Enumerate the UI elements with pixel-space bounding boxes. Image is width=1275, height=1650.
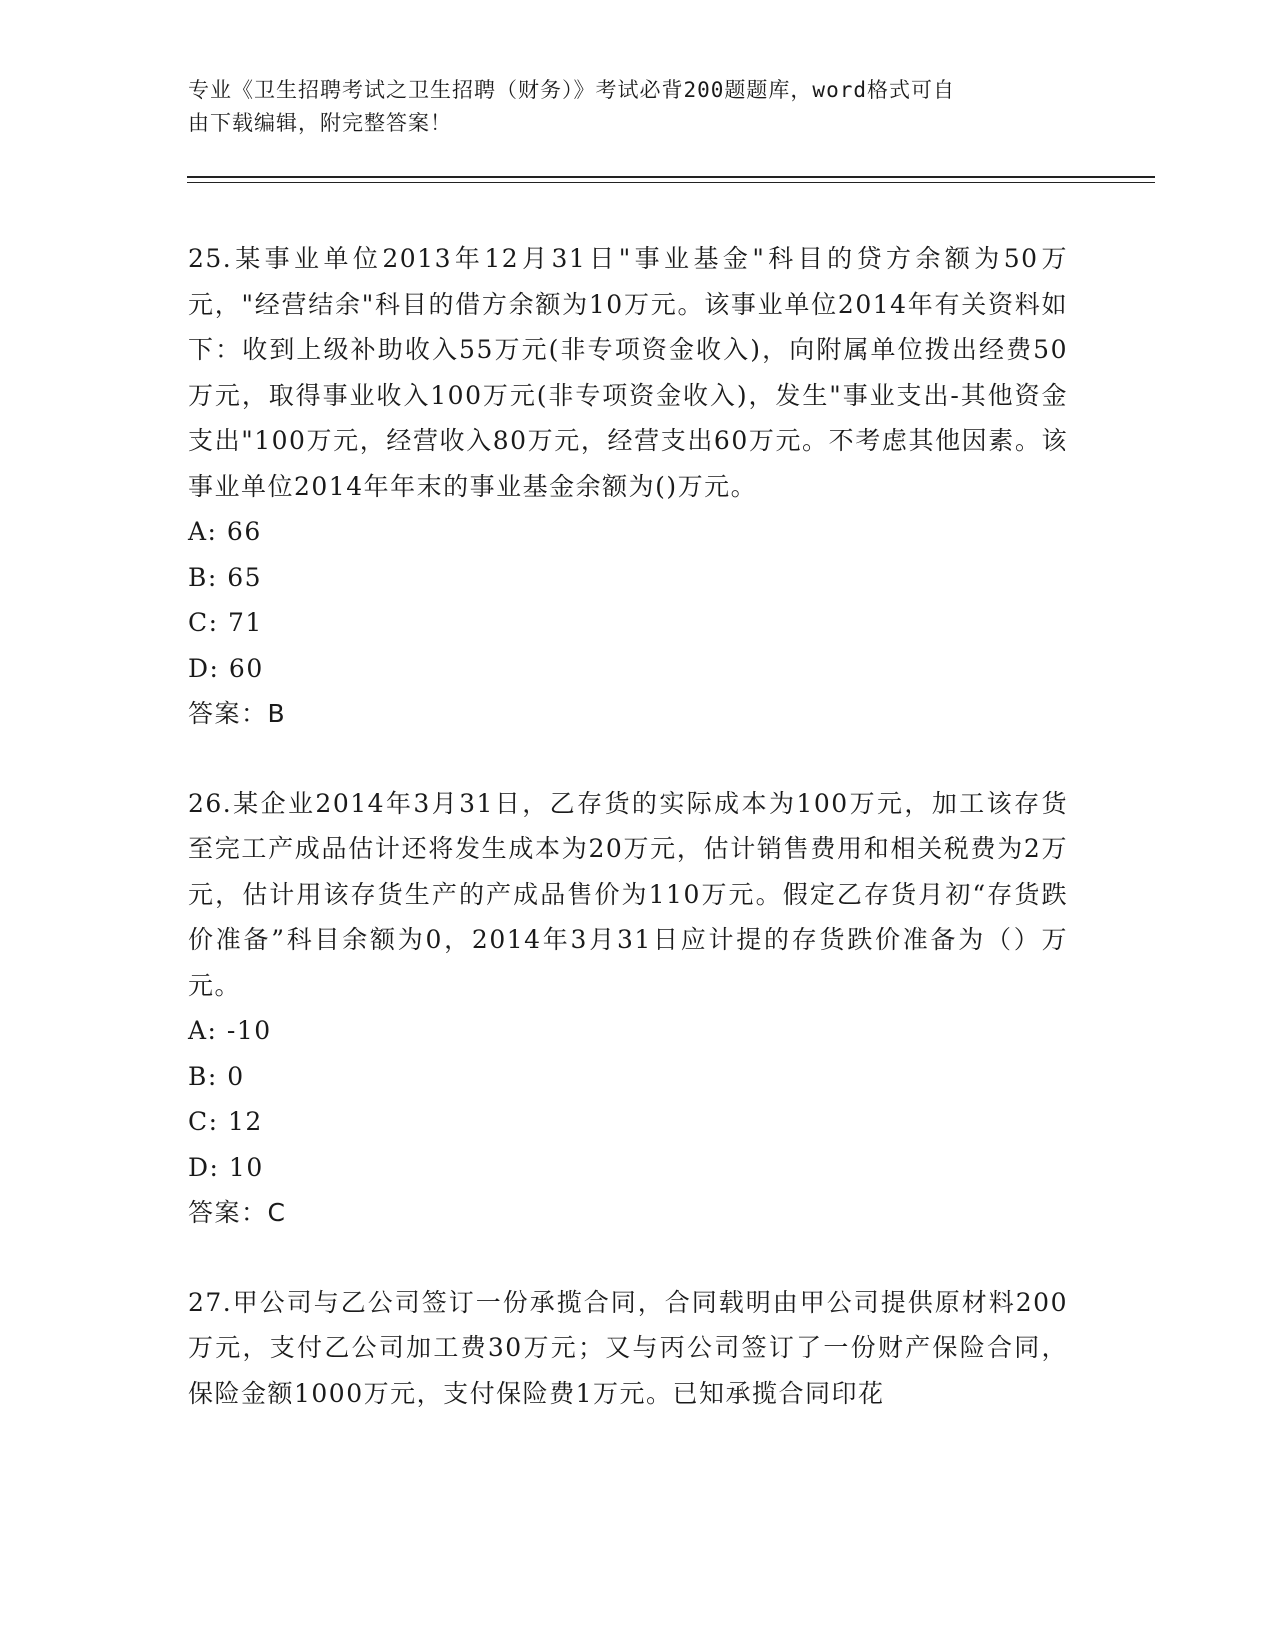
option-b: B: 0 <box>188 1061 245 1091</box>
question-text: 26.某企业2014年3月31日，乙存货的实际成本为100万元，加工该存货至完工产成品估计还将发生成本为20万元，估计销售费用和相关税费为2万元，估计用该存货生产的产成品售价为110万元。假定乙存货月初“存货跌价准备”科目余额为0，2014年3月31日应计提的存货跌价准备为（）万元。 <box>188 788 1068 1000</box>
question-list <box>188 236 1068 1460</box>
option-d: D: 60 <box>188 653 264 683</box>
question-26 <box>188 781 1068 1236</box>
document-header <box>188 74 1068 140</box>
header-rule-thick <box>187 176 1155 178</box>
header-line-1: 专业《卫生招聘考试之卫生招聘（财务）》考试必背200题题库，word格式可自 <box>188 78 955 102</box>
option-a: A: 66 <box>188 517 262 546</box>
option-a: A: -10 <box>188 1016 272 1045</box>
option-b: B: 65 <box>188 562 263 592</box>
header-rule-thin <box>187 182 1155 183</box>
question-25 <box>188 236 1068 737</box>
header-line-2: 由下载编辑，附完整答案！ <box>188 111 452 135</box>
option-d: D: 10 <box>188 1152 264 1182</box>
question-27 <box>188 1280 1068 1417</box>
question-text: 27.甲公司与乙公司签订一份承揽合同，合同载明由甲公司提供原材料200万元，支付乙公司加工费30万元；又与丙公司签订了一份财产保险合同，保险金额1000万元，支付保险费1万元。已知承揽合同印花 <box>188 1287 1068 1408</box>
answer-text: 答案：B <box>188 699 287 728</box>
question-text: 25.某事业单位2013年12月31日"事业基金"科目的贷方余额为50万元，"经营结余"科目的借方余额为10万元。该事业单位2014年有关资料如下：收到上级补助收入55万元(非专项资金收入)，向附属单位拨出经费50万元，取得事业收入100万元(非专项资金收入)，发生"事业支出-其他资金支出"100万元，经营收入80万元，经营支出60万元。不考虑其他因素。该事业单位2014年年末的事业基金余额为()万元。 <box>188 244 1068 501</box>
option-c: C: 12 <box>188 1107 263 1136</box>
answer-text: 答案：C <box>188 1198 287 1227</box>
option-c: C: 71 <box>188 608 263 637</box>
